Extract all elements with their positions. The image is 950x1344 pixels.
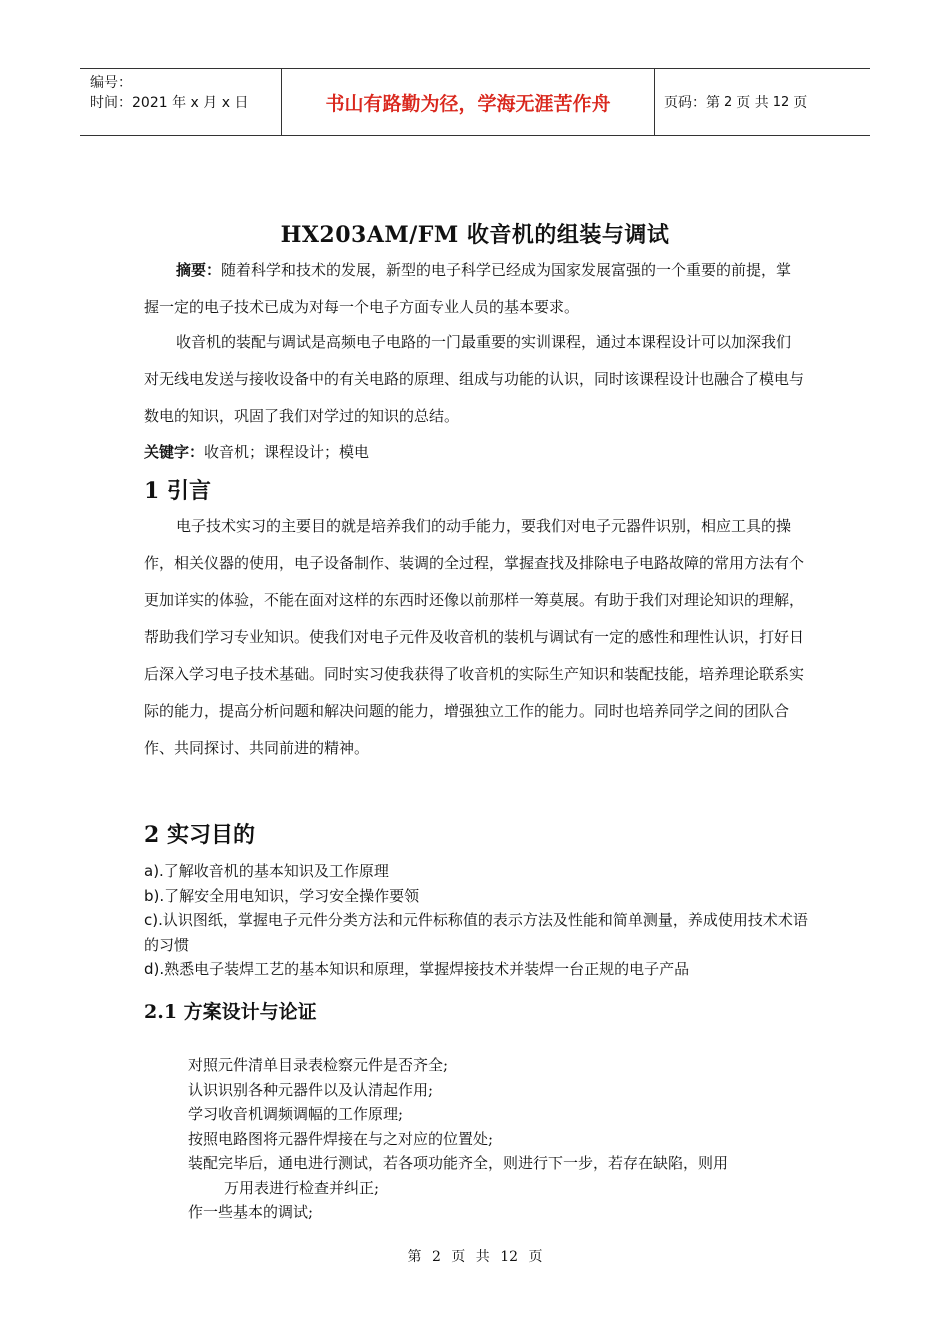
abstract-text: 随着科学和技术的发展，新型的电子科学已经成为国家发展富强的一个重要的前提，掌握一定的电子技术已成为对每一个电子方面专业人员的基本要求。 (144, 261, 792, 316)
page-header (80, 68, 870, 136)
page-footer: 第 2 页 共 12 页 (407, 1249, 543, 1265)
list-item: a).了解收音机的基本知识及工作原理 (144, 862, 389, 880)
header-motto: 书山有路勤为径，学海无涯苦作舟 (282, 69, 655, 135)
objectives-list (144, 859, 809, 982)
list-item: 对照元件清单目录表检察元件是否齐全; (188, 1056, 449, 1074)
date-line: 时间：2021 年 x 月 x 日 (90, 95, 249, 111)
keywords-label: 关键字： (144, 443, 205, 461)
abstract-paragraph (144, 252, 804, 326)
section-1-heading: 1 引言 (144, 478, 211, 504)
list-item: 作一些基本的调试; (188, 1203, 314, 1221)
page-current: 2 (724, 94, 733, 110)
page-prefix: 页码：第 (664, 95, 720, 111)
list-item: 万用表进行检查并纠正; (224, 1178, 380, 1197)
list-item: 按照电路图将元器件焊接在与之对应的位置处; (188, 1129, 494, 1148)
list-item: 学习收音机调频调幅的工作原理; (188, 1105, 404, 1123)
section-1-body: 电子技术实习的主要目的就是培养我们的动手能力，要我们对电子元器件识别，相应工具的操作，相关仪器的使用，电子设备制作、装调的全过程，掌握查找及排除电子电路故障的常用方法有个更加详实的体验，不能在面对这样的东西时还像以前那样一筹莫展。有助于我们对理论知识的理解，帮助我们学习专业知识。使我们对电子元件及收音机的装机与调试有一定的感性和理性认识，打好日后深入学习电子技术基础。同时实习使我获得了收音机的实际生产知识和装配技能，培养理论联系实际的能力，提高分析问题和解决问题的能力，增强独立工作的能力。同时也培养同学之间的团队合作、共同探讨、共同前进的精神。 (144, 517, 805, 757)
list-item: c).认识图纸，掌握电子元件分类方法和元件标称值的表示方法及性能和简单测量，养成使用技术术语的习惯 (144, 911, 808, 954)
list-item: 认识识别各种元器件以及认清起作用; (188, 1080, 434, 1099)
keywords-line (144, 434, 804, 471)
abstract-paragraph-2: 收音机的装配与调试是高频电子电路的一门最重要的实训课程，通过本课程设计可以加深我们对无线电发送与接收设备中的有关电路的原理、组成与功能的认识，同时该课程设计也融合了模电与数电的知识，巩固了我们对学过的知识的总结。 (144, 333, 805, 425)
list-item: 装配完毕后，通电进行测试，若各项功能齐全，则进行下一步，若存在缺陷，则用 (188, 1154, 729, 1172)
section-2-1-heading: 2.1 方案设计与论证 (144, 1001, 317, 1023)
document-title: HX203AM/FM 收音机的组装与调试 (280, 222, 670, 248)
list-item: b).了解安全用电知识，学习安全操作要领 (144, 886, 420, 905)
steps-list (188, 1053, 808, 1225)
abstract-label: 摘要： (176, 261, 222, 279)
page-mid: 页 共 (736, 95, 769, 111)
keywords-text: 收音机；课程设计；模电 (204, 443, 370, 461)
section-2-heading: 2 实习目的 (144, 822, 255, 848)
header-page-info (655, 69, 870, 135)
number-label: 编号： (90, 75, 132, 91)
list-item: d).熟悉电子装焊工艺的基本知识和原理，掌握焊接技术并装焊一台正规的电子产品 (144, 960, 690, 978)
page-total: 12 (772, 94, 790, 110)
page-suffix: 页 (793, 95, 808, 111)
header-meta (80, 69, 282, 135)
